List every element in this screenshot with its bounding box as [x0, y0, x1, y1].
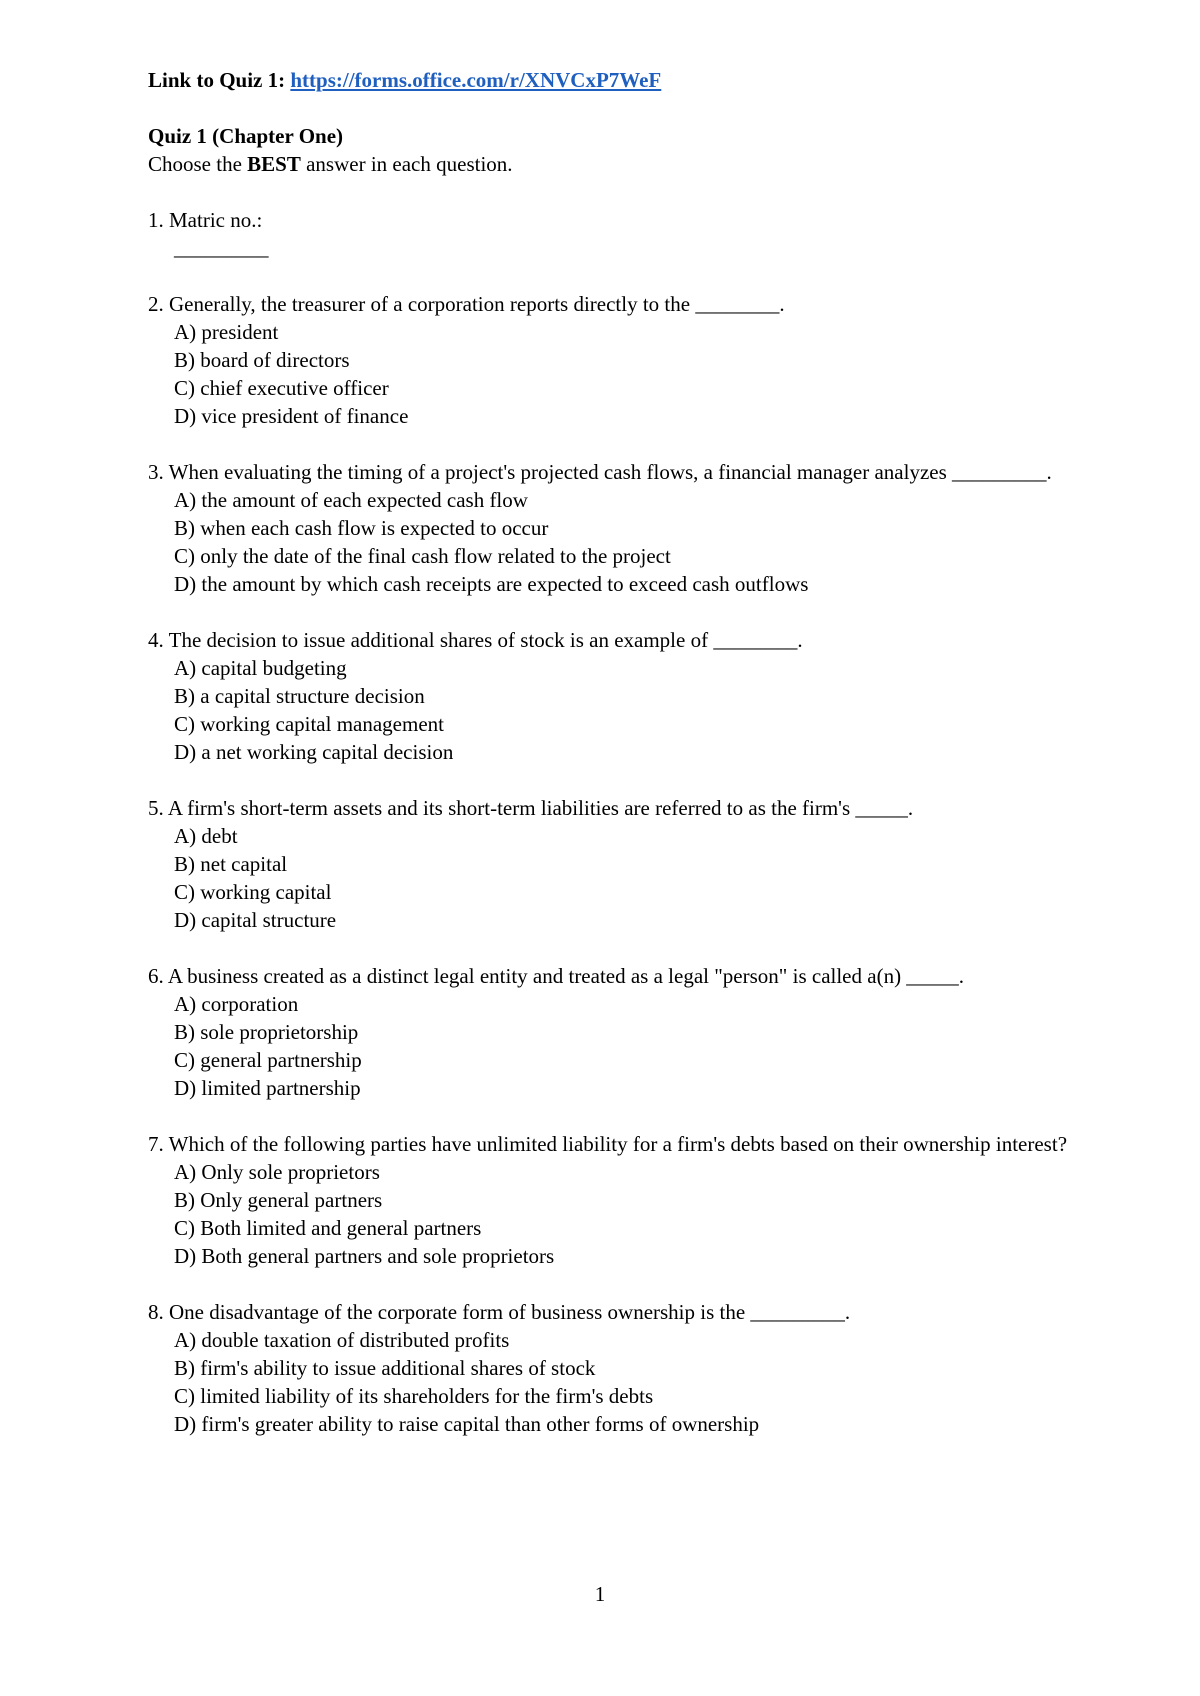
question-number: 3.	[148, 460, 164, 484]
answer-option: B) Only general partners	[174, 1188, 383, 1212]
answer-option: B) a capital structure decision	[174, 684, 425, 708]
question-1	[148, 206, 1068, 262]
question-stem	[148, 794, 1068, 822]
answer-option: C) working capital management	[174, 712, 444, 736]
answer-option: A) the amount of each expected cash flow	[174, 488, 528, 512]
question-text: A firm's short-term assets and its short-term liabilities are referred to as the firm's _____.	[167, 796, 914, 820]
answer-option: C) working capital	[174, 880, 332, 904]
question-5	[148, 794, 1068, 934]
question-number: 7.	[148, 1132, 164, 1156]
answer-option: D) Both general partners and sole proprietors	[174, 1244, 555, 1268]
question-text: The decision to issue additional shares of stock is an example of ________.	[168, 628, 803, 652]
question-number: 2.	[148, 292, 164, 316]
question-stem	[148, 206, 1068, 234]
quiz-link-label: Link to Quiz 1:	[148, 68, 286, 92]
answer-option: C) Both limited and general partners	[174, 1216, 482, 1240]
answer-option: D) the amount by which cash receipts are expected to exceed cash outflows	[174, 572, 809, 596]
answer-option: C) general partnership	[174, 1048, 362, 1072]
answer-option: A) Only sole proprietors	[174, 1160, 380, 1184]
answer-options	[148, 1326, 1068, 1438]
question-8	[148, 1298, 1068, 1438]
quiz-link-line	[148, 66, 1068, 94]
question-7	[148, 1130, 1068, 1270]
question-stem	[148, 1130, 1068, 1158]
question-3	[148, 458, 1068, 598]
answer-option: A) president	[174, 320, 279, 344]
question-list	[148, 206, 1068, 1438]
answer-option: D) vice president of finance	[174, 404, 409, 428]
question-number: 4.	[148, 628, 164, 652]
question-4	[148, 626, 1068, 766]
question-stem	[148, 626, 1068, 654]
question-number: 1.	[148, 208, 164, 232]
instructions-emphasis: BEST	[247, 152, 301, 176]
answer-option: A) debt	[174, 824, 238, 848]
question-text: A business created as a distinct legal entity and treated as a legal "person" is called a(n) _____.	[167, 964, 965, 988]
page-number: 1	[594, 1582, 606, 1606]
answer-options	[148, 990, 1068, 1102]
answer-options	[148, 318, 1068, 430]
answer-option: A) corporation	[174, 992, 299, 1016]
answer-options	[148, 486, 1068, 598]
question-stem	[148, 962, 1068, 990]
question-text: Matric no.:	[169, 208, 263, 232]
question-text: One disadvantage of the corporate form of business ownership is the _________.	[169, 1300, 851, 1324]
quiz-link[interactable]: https://forms.office.com/r/XNVCxP7WeF	[290, 68, 662, 92]
quiz-title: Quiz 1 (Chapter One)	[148, 124, 344, 148]
answer-option: C) chief executive officer	[174, 376, 389, 400]
question-stem	[148, 458, 1068, 486]
question-text: Which of the following parties have unlimited liability for a firm's debts based on their ownership interest?	[168, 1132, 1068, 1156]
answer-option: C) limited liability of its shareholders for the firm's debts	[174, 1384, 654, 1408]
answer-options	[148, 1158, 1068, 1270]
answer-option: B) firm's ability to issue additional shares of stock	[174, 1356, 596, 1380]
question-stem	[148, 290, 1068, 318]
question-stem	[148, 1298, 1068, 1326]
answer-option: D) limited partnership	[174, 1076, 361, 1100]
question-2	[148, 290, 1068, 430]
question-number: 8.	[148, 1300, 164, 1324]
answer-blank[interactable]: _________	[174, 236, 269, 260]
question-6	[148, 962, 1068, 1102]
document-page	[148, 66, 1068, 1438]
answer-option: D) firm's greater ability to raise capital than other forms of ownership	[174, 1412, 760, 1436]
quiz-instructions	[148, 150, 1068, 178]
answer-option: C) only the date of the final cash flow related to the project	[174, 544, 671, 568]
answer-option: D) capital structure	[174, 908, 337, 932]
question-text: Generally, the treasurer of a corporation reports directly to the ________.	[169, 292, 785, 316]
question-text: When evaluating the timing of a project's projected cash flows, a financial manager analyzes _________.	[168, 460, 1052, 484]
instructions-prefix: Choose the	[148, 152, 248, 176]
answer-option: B) when each cash flow is expected to occur	[174, 516, 549, 540]
question-number: 5.	[148, 796, 164, 820]
answer-options	[148, 654, 1068, 766]
question-number: 6.	[148, 964, 164, 988]
answer-option: A) double taxation of distributed profits	[174, 1328, 510, 1352]
answer-option: A) capital budgeting	[174, 656, 347, 680]
answer-option: B) sole proprietorship	[174, 1020, 359, 1044]
instructions-suffix: answer in each question.	[300, 152, 513, 176]
answer-option: D) a net working capital decision	[174, 740, 454, 764]
answer-option: B) board of directors	[174, 348, 350, 372]
answer-option: B) net capital	[174, 852, 288, 876]
answer-options	[148, 822, 1068, 934]
